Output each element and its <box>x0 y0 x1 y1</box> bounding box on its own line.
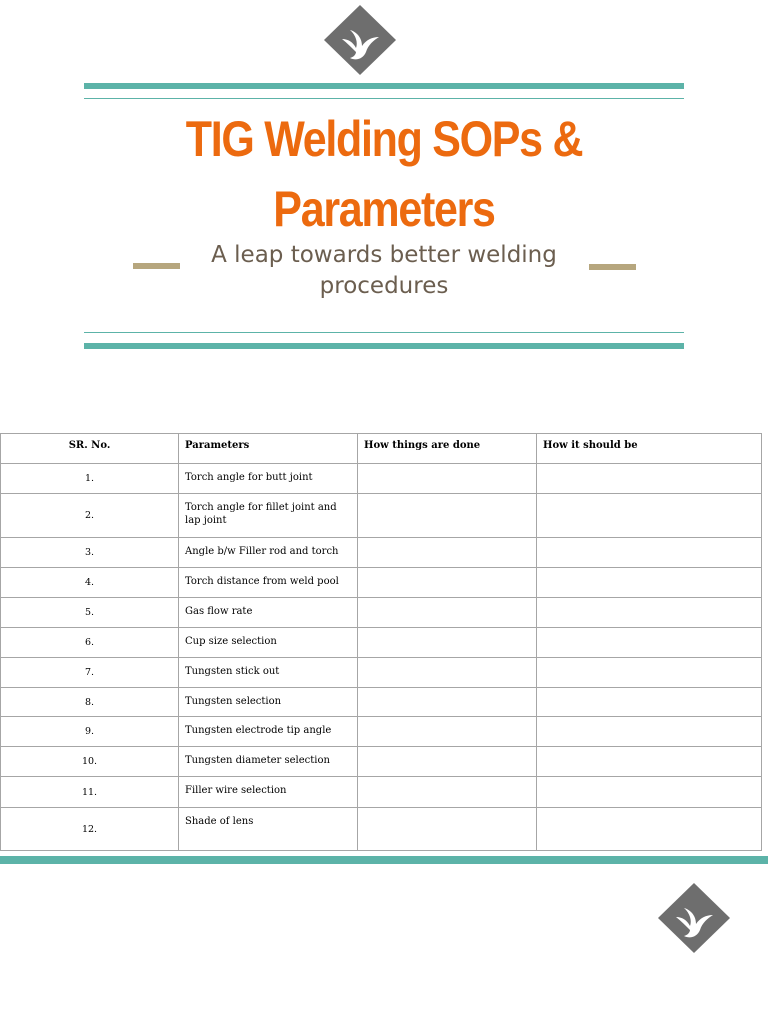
column-header-how-things-are-done: How things are done <box>358 434 537 464</box>
row-how-done-cell[interactable] <box>358 628 537 658</box>
subtitle-right-dash <box>589 264 636 270</box>
row-how-should-cell[interactable] <box>537 598 762 628</box>
top-rule-thick <box>84 83 684 89</box>
table-row <box>1 568 762 598</box>
table-row <box>1 717 762 747</box>
bird-diamond-logo-icon <box>654 881 734 955</box>
row-parameter: Torch angle for butt joint <box>179 464 358 494</box>
table-row <box>1 688 762 717</box>
row-how-should-cell[interactable] <box>537 717 762 747</box>
page-subtitle <box>195 240 573 302</box>
column-header-sr-no: SR. No. <box>1 434 179 464</box>
row-parameter: Gas flow rate <box>179 598 358 628</box>
row-parameter: Angle b/w Filler rod and torch <box>179 538 358 568</box>
subtitle-left-dash <box>133 263 180 269</box>
row-number: 11. <box>1 777 179 808</box>
row-parameter: Torch distance from weld pool <box>179 568 358 598</box>
table-row <box>1 598 762 628</box>
table-row <box>1 658 762 688</box>
row-parameter: Tungsten selection <box>179 688 358 717</box>
row-how-should-cell[interactable] <box>537 494 762 538</box>
row-how-should-cell[interactable] <box>537 688 762 717</box>
row-how-done-cell[interactable] <box>358 658 537 688</box>
row-parameter: Tungsten electrode tip angle <box>179 717 358 747</box>
row-how-should-cell[interactable] <box>537 747 762 777</box>
footer-rule <box>0 856 768 864</box>
row-how-should-cell[interactable] <box>537 658 762 688</box>
row-how-should-cell[interactable] <box>537 538 762 568</box>
row-number: 1. <box>1 464 179 494</box>
table-row <box>1 464 762 494</box>
row-parameter: Torch angle for fillet joint and lap joint <box>179 494 358 538</box>
table-header-row <box>1 434 762 464</box>
row-number: 5. <box>1 598 179 628</box>
parameters-table <box>0 433 762 851</box>
bird-diamond-logo-icon <box>320 3 400 77</box>
row-how-should-cell[interactable] <box>537 777 762 808</box>
row-how-should-cell[interactable] <box>537 568 762 598</box>
table-row <box>1 538 762 568</box>
table-row <box>1 747 762 777</box>
table-row <box>1 494 762 538</box>
title-line-1: TIG Welding SOPs & <box>185 111 583 167</box>
row-how-should-cell[interactable] <box>537 628 762 658</box>
table-row <box>1 628 762 658</box>
row-number: 6. <box>1 628 179 658</box>
row-how-should-cell[interactable] <box>537 464 762 494</box>
row-how-done-cell[interactable] <box>358 777 537 808</box>
row-how-done-cell[interactable] <box>358 464 537 494</box>
row-how-done-cell[interactable] <box>358 494 537 538</box>
row-how-should-cell[interactable] <box>537 808 762 851</box>
row-how-done-cell[interactable] <box>358 568 537 598</box>
row-number: 2. <box>1 494 179 538</box>
row-number: 9. <box>1 717 179 747</box>
table-row <box>1 777 762 808</box>
title-line-2: Parameters <box>273 181 495 237</box>
row-parameter: Tungsten diameter selection <box>179 747 358 777</box>
row-number: 8. <box>1 688 179 717</box>
row-number: 4. <box>1 568 179 598</box>
page-title <box>54 104 714 244</box>
row-number: 3. <box>1 538 179 568</box>
row-number: 10. <box>1 747 179 777</box>
row-how-done-cell[interactable] <box>358 717 537 747</box>
row-parameter: Tungsten stick out <box>179 658 358 688</box>
column-header-parameters: Parameters <box>179 434 358 464</box>
row-parameter: Cup size selection <box>179 628 358 658</box>
bottom-rule-thin <box>84 332 684 333</box>
table-row <box>1 808 762 851</box>
row-parameter: Shade of lens <box>179 808 358 851</box>
column-header-how-it-should-be: How it should be <box>537 434 762 464</box>
row-number: 12. <box>1 808 179 851</box>
row-how-done-cell[interactable] <box>358 688 537 717</box>
row-number: 7. <box>1 658 179 688</box>
row-how-done-cell[interactable] <box>358 747 537 777</box>
subtitle-line-2: procedures <box>319 273 449 299</box>
row-parameter: Filler wire selection <box>179 777 358 808</box>
row-how-done-cell[interactable] <box>358 598 537 628</box>
row-how-done-cell[interactable] <box>358 538 537 568</box>
subtitle-line-1: A leap towards better welding <box>211 242 557 268</box>
bottom-rule-thick <box>84 343 684 349</box>
row-how-done-cell[interactable] <box>358 808 537 851</box>
top-rule-thin <box>84 98 684 99</box>
